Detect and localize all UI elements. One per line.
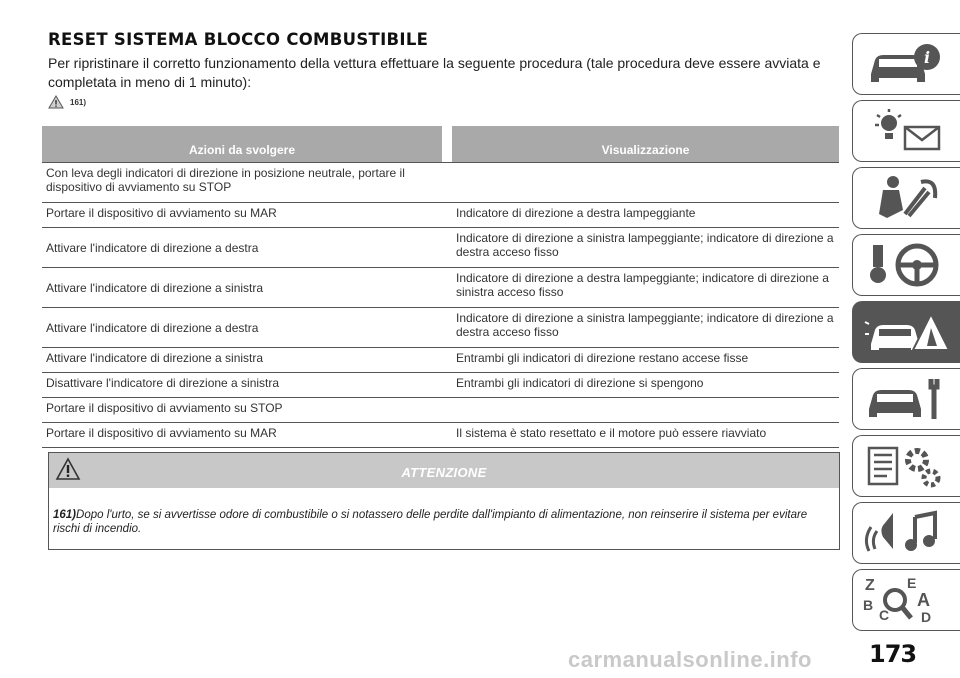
svg-text:E: E	[907, 575, 917, 591]
car-info-icon	[865, 40, 951, 88]
column-header-display: Visualizzazione	[452, 126, 839, 163]
tab-car-info[interactable]	[852, 33, 960, 95]
display-cell: Indicatore di direzione a destra lampeggiante	[452, 203, 839, 228]
tab-safety[interactable]	[852, 167, 960, 229]
tab-maintenance[interactable]	[852, 368, 960, 430]
multimedia-icon	[865, 509, 951, 557]
emergency-car-icon	[865, 308, 951, 356]
note-number: 161)	[70, 97, 87, 107]
table-row	[42, 163, 839, 203]
warning-triangle-icon	[48, 95, 64, 109]
table-row	[42, 228, 839, 268]
action-cell: Attivare l'indicatore di direzione a destra	[42, 228, 442, 268]
tab-multimedia[interactable]	[852, 502, 960, 564]
car-maintenance-icon	[865, 375, 951, 423]
tab-emergency[interactable]	[852, 301, 960, 363]
display-cell: Indicatore di direzione a destra lampeggiante; indicatore di direzione a sinistra acceso fisso	[452, 268, 839, 308]
page-title: RESET SISTEMA BLOCCO COMBUSTIBILE	[48, 30, 429, 49]
column-header-actions: Azioni da svolgere	[42, 126, 442, 163]
tab-index[interactable]	[852, 569, 960, 631]
action-cell: Portare il dispositivo di avviamento su STOP	[42, 398, 442, 423]
warning-number: 161)	[53, 509, 77, 521]
seat-safety-icon	[865, 174, 951, 222]
intro-text: Per ripristinare il corretto funzionamento della vettura effettuare la seguente procedura (tale procedura deve essere avviata e completata in meno di 1 minuto):	[48, 55, 821, 90]
warning-lights-icon	[865, 107, 951, 155]
table-row	[42, 308, 839, 348]
note-reference	[48, 95, 86, 109]
display-cell: Indicatore di direzione a sinistra lampeggiante; indicatore di direzione a destra acceso fisso	[452, 228, 839, 268]
tab-technical-data[interactable]	[852, 435, 960, 497]
tab-starting-driving[interactable]	[852, 234, 960, 296]
page-number: 173	[869, 640, 917, 668]
warning-title: ATTENZIONE	[401, 465, 487, 480]
warning-message: Dopo l'urto, se si avvertisse odore di combustibile o si notassero delle perdite dall'impianto di alimentazione, non reinserire il sistema per evitare rischi di incendio.	[53, 509, 808, 535]
technical-data-icon	[865, 442, 951, 490]
table-row	[42, 203, 839, 228]
key-steering-icon	[865, 241, 951, 289]
table-row	[42, 373, 839, 398]
svg-text:Z: Z	[865, 577, 875, 594]
display-cell	[452, 163, 839, 203]
warning-header	[49, 453, 839, 488]
display-cell: Indicatore di direzione a sinistra lampeggiante; indicatore di direzione a destra acceso fisso	[452, 308, 839, 348]
table-row	[42, 348, 839, 373]
warning-text	[49, 488, 839, 536]
svg-text:A: A	[917, 590, 930, 610]
display-cell: Entrambi gli indicatori di direzione restano accese fisse	[452, 348, 839, 373]
action-cell: Attivare l'indicatore di direzione a sinistra	[42, 268, 442, 308]
procedure-table	[42, 126, 839, 448]
table-row	[42, 423, 839, 448]
action-cell: Con leva degli indicatori di direzione in posizione neutrale, portare il dispositivo di avviamento su STOP	[42, 163, 442, 203]
action-cell: Portare il dispositivo di avviamento su MAR	[42, 423, 442, 448]
action-cell: Attivare l'indicatore di direzione a sinistra	[42, 348, 442, 373]
display-cell	[452, 398, 839, 423]
table-row	[42, 268, 839, 308]
index-search-icon	[865, 576, 951, 624]
warning-box	[48, 452, 840, 550]
watermark: carmanualsonline.info	[568, 647, 812, 672]
action-cell: Disattivare l'indicatore di direzione a sinistra	[42, 373, 442, 398]
action-cell: Attivare l'indicatore di direzione a destra	[42, 308, 442, 348]
svg-text:B: B	[863, 597, 874, 613]
display-cell: Il sistema è stato resettato e il motore può essere riavviato	[452, 423, 839, 448]
svg-text:D: D	[921, 609, 932, 625]
tab-warning-lights[interactable]	[852, 100, 960, 162]
action-cell: Portare il dispositivo di avviamento su MAR	[42, 203, 442, 228]
table-row	[42, 398, 839, 423]
svg-text:C: C	[879, 607, 890, 623]
svg-text:i: i	[923, 48, 931, 67]
display-cell: Entrambi gli indicatori di direzione si spengono	[452, 373, 839, 398]
